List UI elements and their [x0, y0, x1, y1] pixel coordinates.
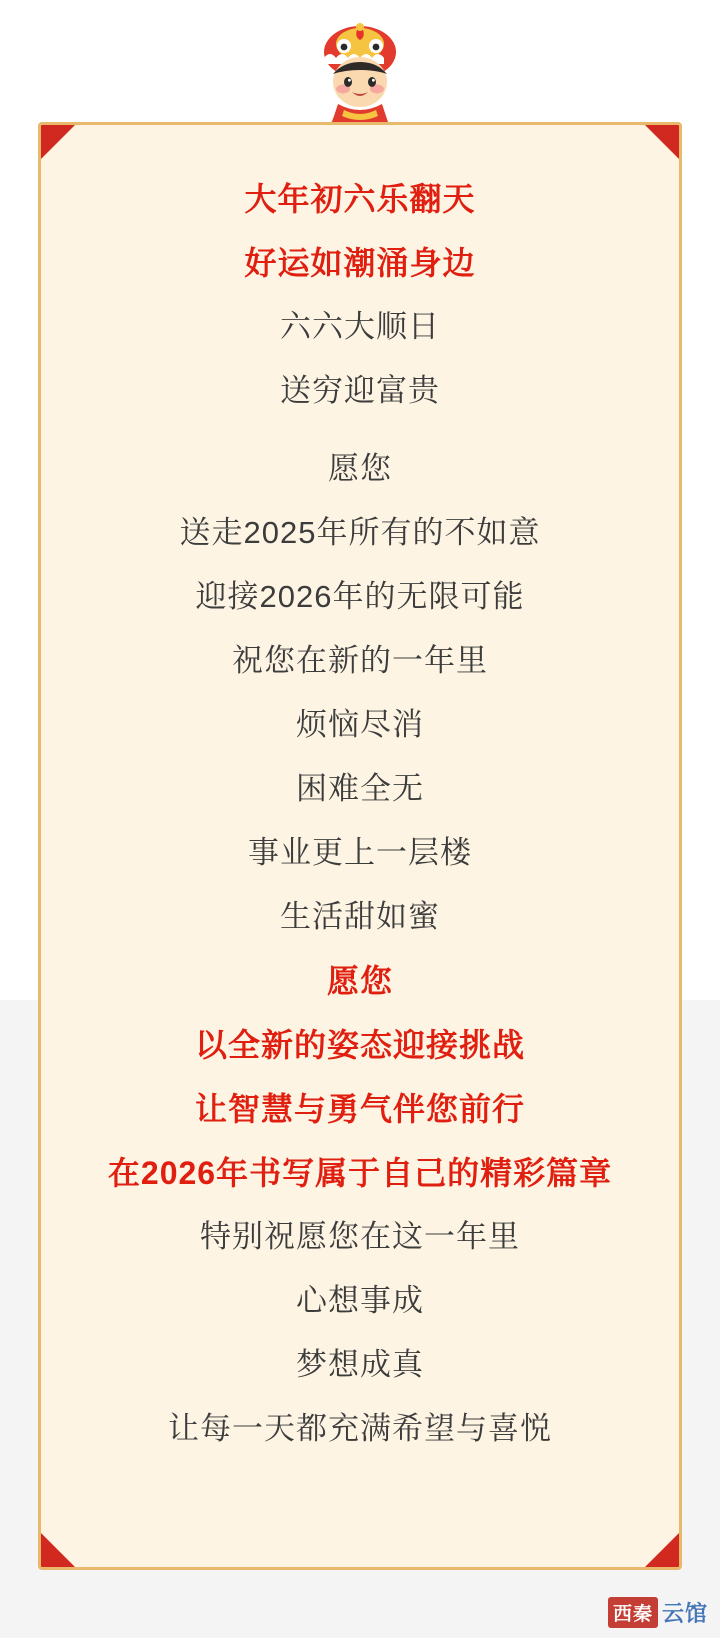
- greeting-line-16: 在2026年书写属于自己的精彩篇章: [107, 1155, 613, 1191]
- greeting-line-6: 送走2025年所有的不如意: [179, 515, 541, 550]
- greeting-line-4: 送穷迎富贵: [280, 373, 440, 408]
- lion-dance-child-mascot-icon: [300, 18, 420, 136]
- greeting-line-5: 愿您: [328, 451, 392, 486]
- watermark: [608, 1597, 708, 1628]
- greeting-card: [38, 122, 682, 1570]
- greeting-line-17: 特别祝愿您在这一年里: [200, 1219, 520, 1254]
- greeting-line-9: 烦恼尽消: [296, 707, 424, 742]
- greeting-line-13: 愿您: [326, 963, 393, 999]
- watermark-text: 云馆: [661, 1601, 708, 1626]
- greeting-line-3: 六六大顺日: [280, 309, 440, 344]
- greeting-text-block: [41, 125, 679, 1491]
- watermark-badge: 西秦: [608, 1597, 658, 1628]
- card-corner-bottom-right: [645, 1533, 679, 1567]
- greeting-line-12: 生活甜如蜜: [280, 899, 440, 934]
- card-corner-bottom-left: [41, 1533, 75, 1567]
- greeting-line-18: 心想事成: [296, 1283, 424, 1318]
- greeting-line-10: 困难全无: [296, 771, 424, 806]
- greeting-line-11: 事业更上一层楼: [248, 835, 472, 870]
- greeting-line-20: 让每一天都充满希望与喜悦: [168, 1411, 552, 1446]
- greeting-line-2: 好运如潮涌身边: [244, 245, 476, 281]
- greeting-line-14: 以全新的姿态迎接挑战: [194, 1027, 525, 1063]
- greeting-line-1: 大年初六乐翻天: [244, 181, 476, 217]
- greeting-line-8: 祝您在新的一年里: [232, 643, 488, 678]
- greeting-line-7: 迎接2026年的无限可能: [195, 579, 525, 614]
- greeting-line-15: 让智慧与勇气伴您前行: [194, 1091, 525, 1127]
- greeting-line-19: 梦想成真: [296, 1347, 424, 1382]
